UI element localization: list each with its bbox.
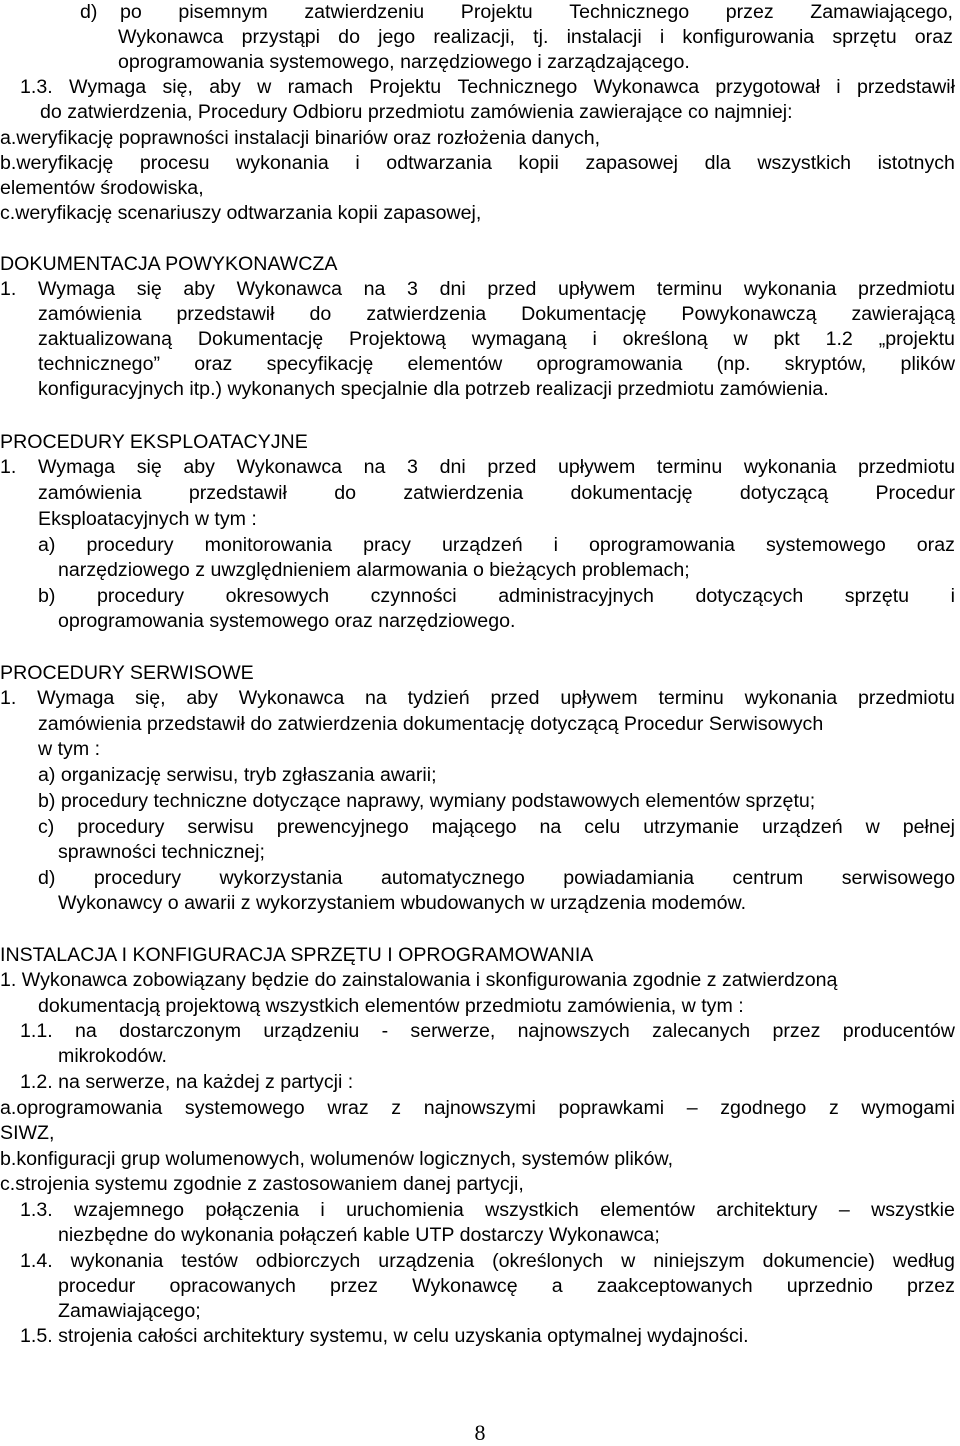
word: c): [38, 816, 55, 838]
word: zaktualizowaną: [38, 328, 172, 350]
instalacja-item-a-line-1: [0, 1096, 955, 1121]
word: urządzeń: [442, 534, 523, 556]
instalacja-point-1-3-line-2: niezbędne do wykonania połączeń kable UTP dostarczy Wykonawca;: [58, 1224, 660, 1246]
word: procedury: [86, 534, 174, 556]
word: upływem: [560, 687, 638, 709]
word: serwerze,: [410, 1020, 496, 1042]
word: wszystkie: [871, 1199, 955, 1221]
serwisowe-line-2: zamówienia przedstawił do zatwierdzenia dokumentację dotyczącą Procedur Serwisowych: [38, 713, 824, 735]
word: aby: [183, 278, 215, 300]
word: dotyczących: [695, 585, 804, 607]
word: procedur: [58, 1275, 136, 1297]
word: i: [320, 1199, 325, 1221]
word: procedury: [96, 585, 185, 607]
word: na: [539, 816, 562, 838]
word: ramach: [287, 76, 353, 98]
word: b.weryfikację: [0, 152, 114, 174]
word: wszystkich: [485, 1199, 579, 1221]
word: wraz: [327, 1097, 369, 1119]
word: wykonania: [743, 278, 837, 300]
word: specyfikację: [266, 353, 374, 375]
word: tj.: [533, 26, 549, 48]
word: w: [865, 816, 880, 838]
dokumentacja-line-4: [38, 352, 955, 377]
word: na: [363, 456, 386, 478]
word: systemowego: [184, 1097, 305, 1119]
word: a.oprogramowania: [0, 1097, 163, 1119]
word: –: [686, 1097, 698, 1119]
word: aby: [209, 76, 241, 98]
word: do: [338, 26, 360, 48]
word: aby: [186, 687, 218, 709]
word: przez: [725, 1, 774, 23]
word: przedstawił: [176, 303, 275, 325]
section-heading-dokumentacja: DOKUMENTACJA POWYKONAWCZA: [0, 253, 338, 275]
word: dni: [439, 456, 466, 478]
word: technicznego”: [38, 353, 160, 375]
eksploatacyjne-line-1: [0, 455, 955, 480]
serwisowe-item-c-line-2: sprawności technicznej;: [58, 841, 265, 863]
word: przez: [772, 1020, 821, 1042]
instalacja-point-1-1-line-1: [20, 1019, 955, 1044]
word: Wykonawca: [236, 456, 343, 478]
intro-item-b-line-2: elementów środowiska,: [0, 177, 204, 199]
serwisowe-item-d-line-2: Wykonawcy o awarii z wykorzystaniem wbudowanych w urządzenia modemów.: [58, 892, 747, 914]
word: do: [309, 303, 332, 325]
word: i: [355, 152, 360, 174]
word: (określonych: [492, 1250, 604, 1272]
word: zawierającą: [851, 303, 955, 325]
word: a: [551, 1275, 563, 1297]
word: Wykonawca: [238, 687, 345, 709]
word: na: [75, 1020, 97, 1042]
word: serwisowego: [841, 867, 955, 889]
word: i: [836, 76, 841, 98]
word: w: [621, 1250, 636, 1272]
eksploatacyjne-item-a-line-2: narzędziowego z uwzględnieniem alarmowania o bieżących problemach;: [58, 559, 690, 581]
section-heading-eksploatacyjne: PROCEDURY EKSPLOATACYJNE: [0, 431, 308, 453]
word: wykonania: [236, 152, 329, 174]
word: oprogramowania: [589, 534, 735, 556]
word: się: [136, 278, 162, 300]
word: Technicznego: [457, 76, 578, 98]
page-number: 8: [474, 1420, 486, 1445]
word: urządzeń: [762, 816, 843, 838]
word: przedstawił: [856, 76, 955, 98]
word: dokumencie): [762, 1250, 875, 1272]
instalacja-item-b: b.konfiguracji grup wolumenowych, wolumenów logicznych, systemów plików,: [0, 1148, 674, 1170]
word: dni: [439, 278, 466, 300]
word: i: [592, 328, 597, 350]
eksploatacyjne-line-3: Eksploatacyjnych w tym :: [38, 508, 257, 530]
word: b): [38, 585, 56, 607]
word: instalacji: [566, 26, 642, 48]
word: wszystkich: [757, 152, 852, 174]
word: testów: [181, 1250, 238, 1272]
word: zaakceptowanych: [596, 1275, 753, 1297]
word: określoną: [622, 328, 708, 350]
word: producentów: [842, 1020, 955, 1042]
word: wymogami: [861, 1097, 955, 1119]
serwisowe-line-3: w tym :: [38, 738, 101, 760]
word: uprzednio: [786, 1275, 873, 1297]
word: Zamawiającego,: [810, 1, 953, 23]
word: niniejszym: [653, 1250, 745, 1272]
dokumentacja-line-5: konfiguracyjnych itp.) wykonanych specjalnie dla potrzeb realizacji przedmiotu zamówienia.: [38, 378, 829, 400]
word: procedury: [77, 816, 165, 838]
word: 1.: [0, 278, 17, 300]
word: okresowych: [225, 585, 330, 607]
word: celu: [584, 816, 621, 838]
word: konfigurowania: [682, 26, 815, 48]
intro-item-c: c.weryfikację scenariuszy odtwarzania kopii zapasowej,: [0, 202, 482, 224]
word: centrum: [732, 867, 804, 889]
word: terminu: [658, 687, 724, 709]
word: przed: [487, 456, 537, 478]
word: Projektu: [460, 1, 533, 23]
word: wykonania: [744, 687, 838, 709]
word: wykonania: [70, 1250, 164, 1272]
intro-d-line-1: [120, 0, 953, 25]
word: i: [553, 534, 558, 556]
word: zamówienia: [38, 482, 142, 504]
intro-item-b-line-1: [0, 151, 955, 176]
word: poprawkami: [558, 1097, 665, 1119]
word: na: [363, 278, 386, 300]
instalacja-line-1: 1. Wykonawca zobowiązany będzie do zainstalowania i skonfigurowania zgodnie z zatwierdzoną: [0, 969, 838, 991]
word: zatwierdzeniu: [304, 1, 425, 23]
word: pracy: [363, 534, 411, 556]
intro-d-line-3: oprogramowania systemowego, narzędziowego i zarządzającego.: [118, 51, 690, 73]
serwisowe-item-c-line-1: [38, 815, 955, 840]
eksploatacyjne-item-b-line-2: oprogramowania systemowego oraz narzędziowego.: [58, 610, 516, 632]
word: Wymaga: [37, 456, 116, 478]
word: najnowszymi: [423, 1097, 536, 1119]
word: pkt: [773, 328, 800, 350]
word: a): [38, 534, 56, 556]
word: plików: [900, 353, 955, 375]
word: 1.1.: [20, 1020, 53, 1042]
word: 1.: [0, 456, 17, 478]
word: wykonania: [743, 456, 837, 478]
word: Powykonawczą: [681, 303, 817, 325]
word: się: [136, 456, 162, 478]
word: procedury: [93, 867, 182, 889]
word: Dokumentację: [521, 303, 647, 325]
point-1-3-line-2: do zatwierdzenia, Procedury Odbioru przedmiotu zamówienia zawierające co najmniej:: [40, 101, 793, 123]
word: pełnej: [902, 816, 955, 838]
instalacja-point-1-5: 1.5. strojenia całości architektury systemu, w celu uzyskania optymalnej wydajności.: [20, 1325, 749, 1347]
word: 1.2: [825, 328, 853, 350]
word: według: [892, 1250, 955, 1272]
word: 3: [407, 278, 418, 300]
word: Technicznego: [569, 1, 690, 23]
word: terminu: [656, 278, 723, 300]
word: na: [365, 687, 387, 709]
word: oprogramowania: [536, 353, 683, 375]
word: skryptów,: [784, 353, 867, 375]
word: mającego: [431, 816, 517, 838]
instalacja-point-1-3-line-1: [20, 1198, 955, 1223]
word: upływem: [557, 456, 636, 478]
word: sprzętu: [844, 585, 910, 607]
word: oraz: [916, 534, 955, 556]
word: do: [334, 482, 356, 504]
word: zatwierdzenia: [403, 482, 524, 504]
word: wymaganą: [471, 328, 567, 350]
serwisowe-item-b: b) procedury techniczne dotyczące naprawy, wymiany podstawowych elementów sprzętu;: [38, 790, 816, 812]
word: czynności: [370, 585, 457, 607]
word: –: [838, 1199, 850, 1221]
serwisowe-item-d-line-1: [38, 866, 955, 891]
serwisowe-line-1: [0, 686, 955, 711]
word: wykorzystania: [219, 867, 343, 889]
section-heading-serwisowe: PROCEDURY SERWISOWE: [0, 662, 254, 684]
section-heading-instalacja: INSTALACJA I KONFIGURACJA SPRZĘTU I OPROGRAMOWANIA: [0, 944, 594, 966]
word: w: [733, 328, 748, 350]
word: Projektu: [369, 76, 442, 98]
word: przygotował: [715, 76, 820, 98]
word: architektury: [716, 1199, 818, 1221]
word: monitorowania: [204, 534, 333, 556]
instalacja-point-1-4-line-3: Zamawiającego;: [58, 1300, 201, 1322]
word: Dokumentację: [197, 328, 324, 350]
word: dokumentację: [570, 482, 693, 504]
word: Wykonawca: [236, 278, 343, 300]
word: istotnych: [877, 152, 955, 174]
word: automatycznego: [381, 867, 525, 889]
eksploatacyjne-line-2: [38, 481, 955, 506]
word: kopii: [518, 152, 559, 174]
word: -: [381, 1020, 389, 1042]
word: zatwierdzenia: [366, 303, 487, 325]
word: przedstawił: [188, 482, 287, 504]
word: przez: [907, 1275, 955, 1297]
intro-d-line-2: [118, 25, 953, 50]
word: przystąpi: [241, 26, 321, 48]
word: przed: [487, 278, 537, 300]
word: tydzień: [407, 687, 470, 709]
list-label-d: d): [80, 1, 98, 23]
word: elementów: [600, 1199, 695, 1221]
instalacja-point-1-4-line-2: [58, 1274, 955, 1299]
word: dla: [704, 152, 731, 174]
instalacja-point-1-2: 1.2. na serwerze, na każdej z partycji :: [20, 1071, 354, 1093]
word: i: [950, 585, 955, 607]
word: procesu: [139, 152, 210, 174]
intro-item-a: a.weryfikację poprawności instalacji binariów oraz rozłożenia danych,: [0, 127, 601, 149]
word: oraz: [914, 26, 953, 48]
word: zgodnego: [720, 1097, 807, 1119]
word: przez: [330, 1275, 378, 1297]
word: przedmiotu: [858, 278, 955, 300]
dokumentacja-line-2: [38, 302, 955, 327]
word: odtwarzania: [386, 152, 492, 174]
word: Wykonawcę: [412, 1275, 518, 1297]
word: 1.: [0, 687, 17, 709]
word: najnowszych: [517, 1020, 630, 1042]
word: 1.4.: [20, 1250, 53, 1272]
word: prewencyjnego: [276, 816, 409, 838]
word: Procedur: [875, 482, 955, 504]
word: Wykonawca: [593, 76, 700, 98]
serwisowe-item-a: a) organizację serwisu, tryb zgłaszania awarii;: [38, 764, 437, 786]
word: Wymaga: [37, 278, 116, 300]
word: powiadamiania: [563, 867, 694, 889]
word: urządzenia: [378, 1250, 475, 1272]
word: 3: [407, 456, 418, 478]
word: upływem: [557, 278, 636, 300]
word: pisemnym: [178, 1, 268, 23]
word: wzajemnego: [74, 1199, 185, 1221]
word: przedmiotu: [857, 687, 955, 709]
word: aby: [183, 456, 215, 478]
word: uruchomienia: [346, 1199, 464, 1221]
word: 1.3.: [20, 76, 53, 98]
word: odbiorczych: [255, 1250, 361, 1272]
instalacja-point-1-1-line-2: mikrokodów.: [58, 1045, 167, 1067]
dokumentacja-line-1: [0, 277, 955, 302]
word: przedmiotu: [858, 456, 955, 478]
instalacja-item-c: c.strojenia systemu zgodnie z zastosowaniem danej partycji,: [0, 1173, 524, 1195]
word: urządzeniu: [263, 1020, 360, 1042]
word: realizacji,: [433, 26, 515, 48]
word: Wykonawca: [118, 26, 224, 48]
word: połączenia: [205, 1199, 300, 1221]
word: oraz: [194, 353, 233, 375]
word: po: [120, 1, 142, 23]
word: zamówienia: [38, 303, 142, 325]
word: systemowego: [765, 534, 886, 556]
word: 1.3.: [20, 1199, 53, 1221]
word: „projektu: [878, 328, 955, 350]
word: dostarczonym: [119, 1020, 242, 1042]
word: d): [38, 867, 56, 889]
point-1-3-line-1: [20, 75, 955, 100]
word: opracowanych: [169, 1275, 296, 1297]
word: serwisu: [187, 816, 254, 838]
word: z: [828, 1097, 839, 1119]
instalacja-point-1-4-line-1: [20, 1249, 955, 1274]
word: w: [257, 76, 272, 98]
word: administracyjnych: [498, 585, 654, 607]
word: sprzętu: [832, 26, 897, 48]
word: terminu: [656, 456, 723, 478]
eksploatacyjne-item-a-line-1: [38, 533, 955, 558]
instalacja-line-2: dokumentacją projektową wszystkich elementów przedmiotu zamówienia, w tym :: [38, 995, 744, 1017]
instalacja-item-a-line-2: SIWZ,: [0, 1122, 55, 1144]
dokumentacja-line-3: [38, 327, 955, 352]
word: z: [391, 1097, 402, 1119]
word: zapasowej: [585, 152, 679, 174]
word: i: [659, 26, 665, 48]
word: utrzymanie: [643, 816, 740, 838]
word: przed: [490, 687, 540, 709]
word: się,: [162, 76, 193, 98]
word: zalecanych: [652, 1020, 751, 1042]
word: dotyczącą: [739, 482, 829, 504]
word: elementów: [407, 353, 503, 375]
word: (np.: [716, 353, 751, 375]
word: Wymaga: [37, 687, 115, 709]
eksploatacyjne-item-b-line-1: [38, 584, 955, 609]
word: się,: [135, 687, 166, 709]
word: Projektową: [348, 328, 446, 350]
word: jego: [378, 26, 416, 48]
word: Wymaga: [69, 76, 147, 98]
